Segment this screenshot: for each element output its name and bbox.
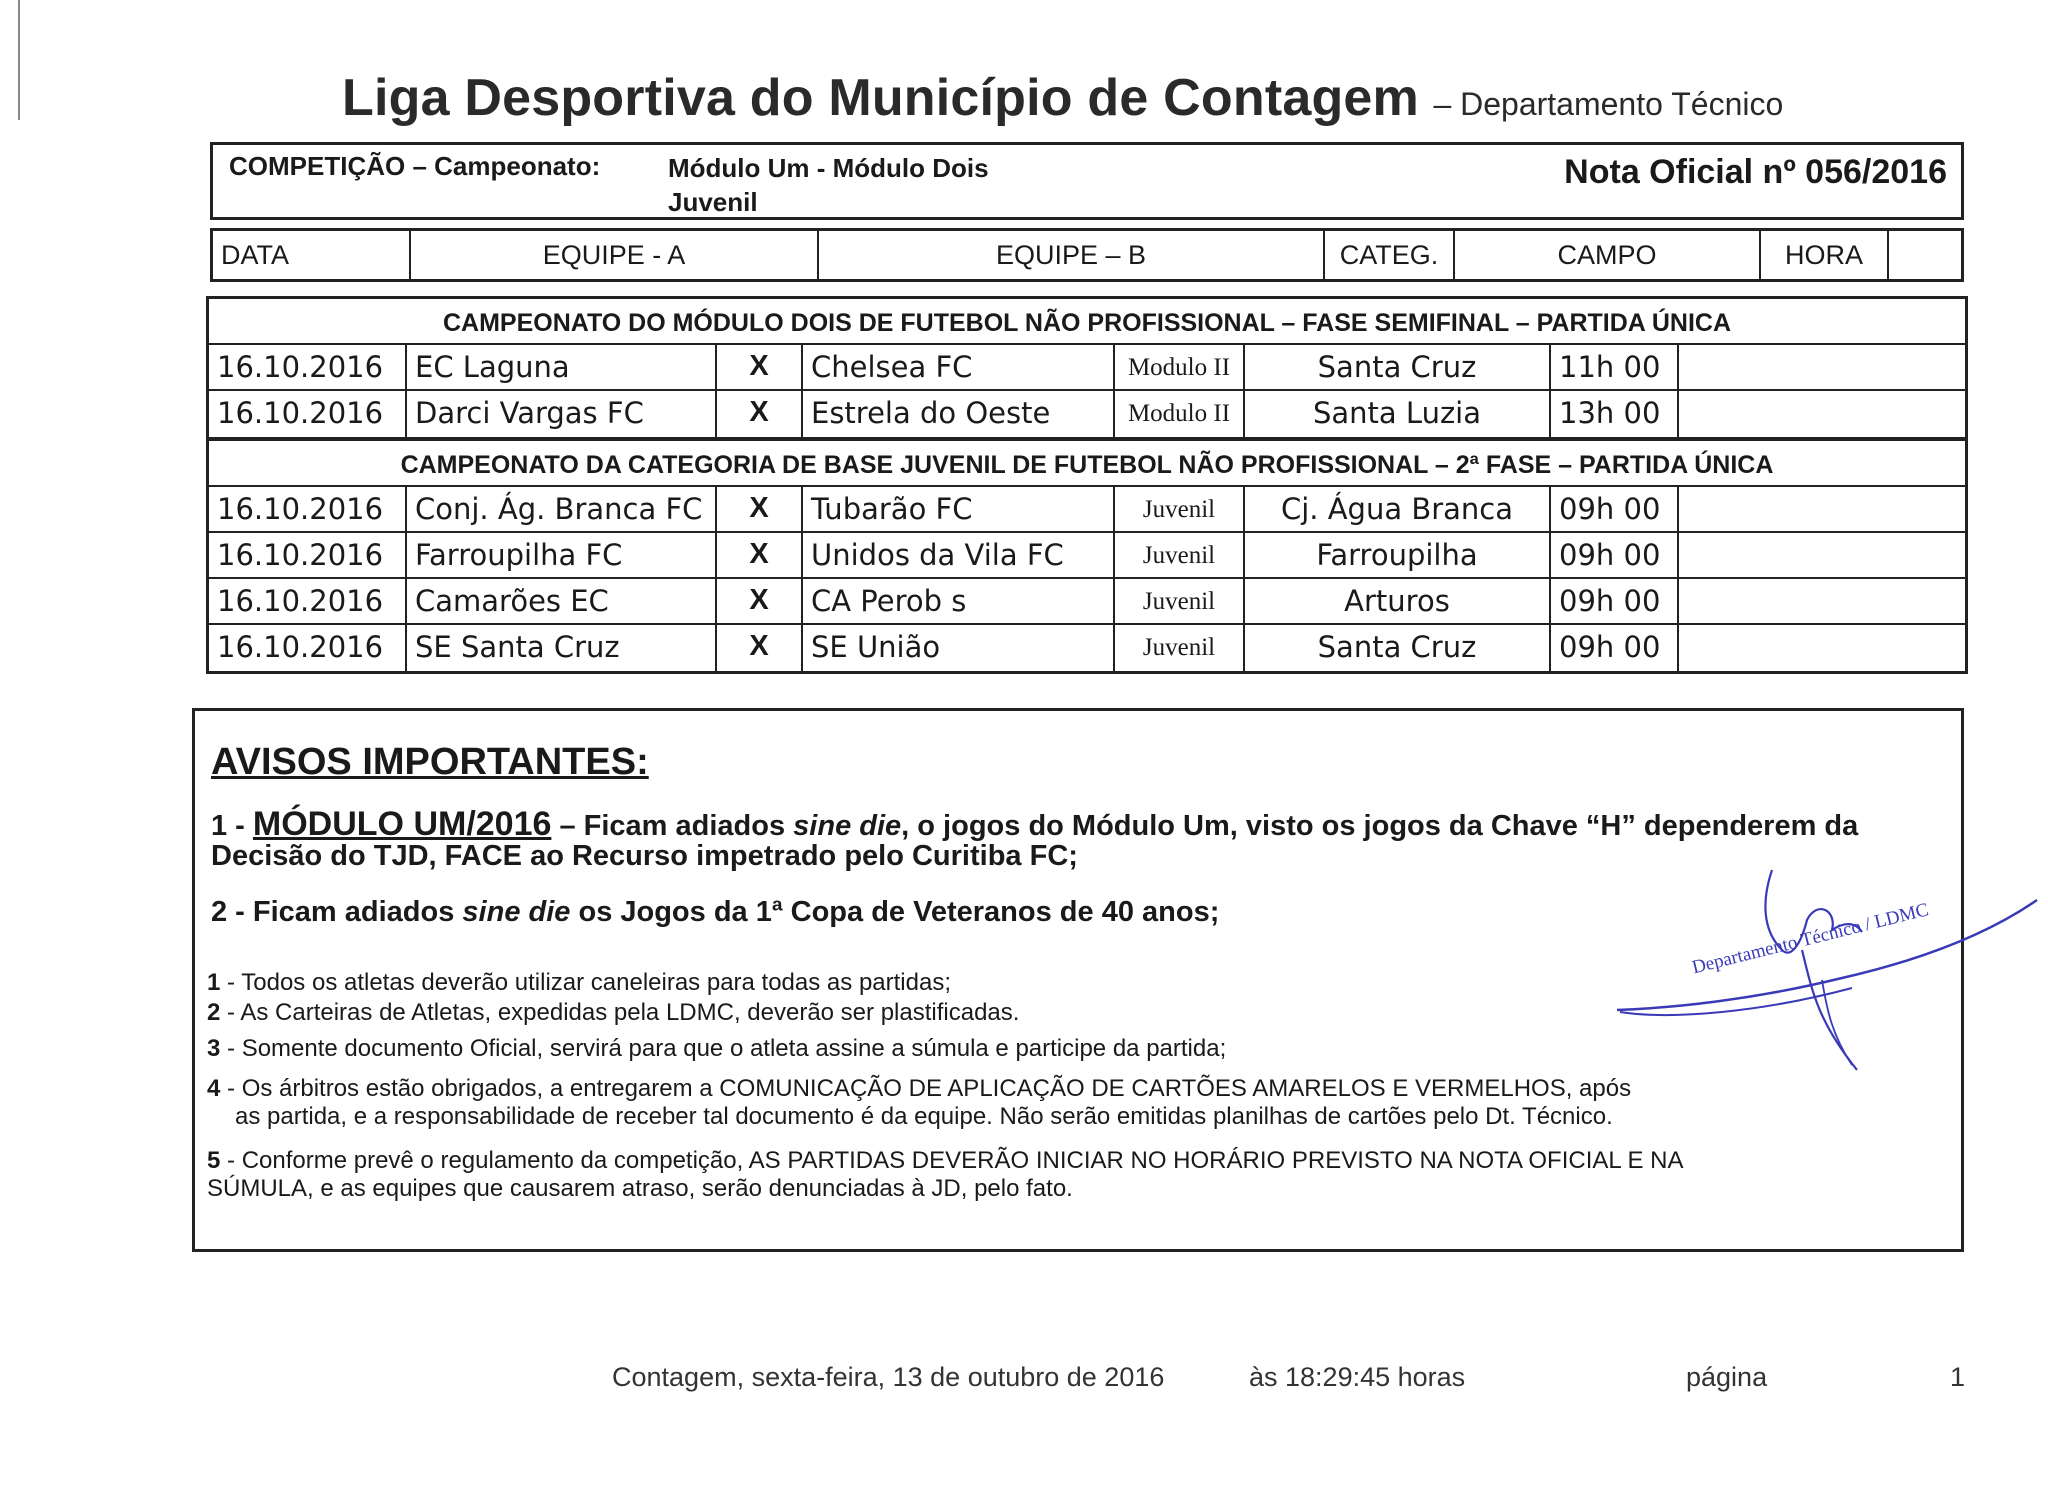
rule-number: 2	[207, 999, 221, 1026]
match-date: 16.10.2016	[209, 579, 407, 623]
rule-text: - Todos os atletas deverão utilizar caneleiras para todas as partidas;	[220, 969, 951, 996]
notice-item-1-text-c: Decisão do TJD, FACE ao Recurso impetrado pelo Curitiba FC;	[211, 840, 1078, 872]
empty-cell	[1679, 391, 1965, 437]
notice-item-1-heading: MÓDULO UM/2016	[252, 805, 552, 843]
footer-time: às 18:29:45 horas	[1249, 1362, 1466, 1392]
footer-place-date: Contagem, sexta-feira, 13 de outubro de 2016	[612, 1362, 1165, 1392]
field: Santa Luzia	[1245, 391, 1551, 437]
kickoff-time: 09h 00	[1551, 579, 1679, 623]
column-header-team-b: EQUIPE – B	[819, 231, 1325, 279]
match-date: 16.10.2016	[209, 533, 407, 577]
competition-value-line1: Módulo Um - Módulo Dois	[668, 153, 989, 183]
rule-number: 5	[207, 1147, 221, 1174]
category: Juvenil	[1115, 533, 1245, 577]
kickoff-time: 09h 00	[1551, 487, 1679, 531]
competition-box	[210, 142, 1964, 220]
department-name: – Departamento Técnico	[1433, 86, 1784, 122]
versus-mark: X	[717, 487, 803, 531]
notices-title: AVISOS IMPORTANTES:	[211, 741, 649, 783]
notice-item-2-text-b: os Jogos da 1ª Copa de Veteranos de 40 anos;	[570, 896, 1220, 928]
competition-value-line2: Juvenil	[668, 187, 758, 217]
table-row	[209, 391, 1965, 437]
notice-item-1-text-a: – Ficam adiados	[551, 810, 794, 842]
column-header-extra	[1889, 231, 1961, 279]
category: Juvenil	[1115, 487, 1245, 531]
kickoff-time: 11h 00	[1551, 345, 1679, 389]
team-a: Camarões EC	[407, 579, 717, 623]
field: Farroupilha	[1245, 533, 1551, 577]
section-title: CAMPEONATO DA CATEGORIA DE BASE JUVENIL DE FUTEBOL NÃO PROFISSIONAL – 2ª FASE – PARTIDA ÚNICA	[209, 441, 1965, 487]
field: Santa Cruz	[1245, 625, 1551, 671]
team-a: EC Laguna	[407, 345, 717, 389]
competition-value	[668, 151, 989, 219]
team-b: Tubarão FC	[803, 487, 1115, 531]
official-note-number: Nota Oficial nº 056/2016	[1564, 153, 1947, 191]
versus-mark: X	[717, 625, 803, 671]
team-a: Farroupilha FC	[407, 533, 717, 577]
match-section	[206, 296, 1968, 440]
column-header-row	[210, 228, 1964, 282]
competition-label: COMPETIÇÃO – Campeonato:	[229, 151, 601, 181]
column-header-team-a: EQUIPE - A	[411, 231, 819, 279]
column-header-field: CAMPO	[1455, 231, 1761, 279]
notice-item-1-text-b: , o jogos do Módulo Um, visto os jogos da Chave “H” dependerem da	[901, 810, 1859, 842]
match-date: 16.10.2016	[209, 487, 407, 531]
notice-item-1-number: 1 -	[211, 810, 253, 842]
match-date: 16.10.2016	[209, 625, 407, 671]
rule-text: - Somente documento Oficial, servirá para que o atleta assine a súmula e participe da partida;	[220, 1035, 1227, 1062]
team-b: SE União	[803, 625, 1115, 671]
team-b: Chelsea FC	[803, 345, 1115, 389]
empty-cell	[1679, 579, 1965, 623]
kickoff-time: 13h 00	[1551, 391, 1679, 437]
document-header	[342, 68, 1783, 128]
versus-mark: X	[717, 579, 803, 623]
table-row	[209, 625, 1965, 671]
category: Modulo II	[1115, 345, 1245, 389]
empty-cell	[1679, 487, 1965, 531]
section-title: CAMPEONATO DO MÓDULO DOIS DE FUTEBOL NÃO PROFISSIONAL – FASE SEMIFINAL – PARTIDA ÚNICA	[209, 299, 1965, 345]
versus-mark: X	[717, 533, 803, 577]
kickoff-time: 09h 00	[1551, 625, 1679, 671]
empty-cell	[1679, 345, 1965, 389]
team-b: Unidos da Vila FC	[803, 533, 1115, 577]
rule-text-continued: as partida, e a responsabilidade de receber tal documento é da equipe. Não serão emitidas planilhas de cartões pelo Dt. Técnico.	[235, 1103, 1613, 1130]
team-a: Darci Vargas FC	[407, 391, 717, 437]
match-date: 16.10.2016	[209, 345, 407, 389]
rule-number: 3	[207, 1035, 221, 1062]
footer-page-number: 1	[1950, 1362, 1966, 1392]
notice-item-2-emphasis: sine die	[462, 896, 571, 928]
rule-item	[207, 1147, 1927, 1203]
versus-mark: X	[717, 345, 803, 389]
table-row	[209, 579, 1965, 625]
rule-text: - Os árbitros estão obrigados, a entregarem a COMUNICAÇÃO DE APLICAÇÃO DE CARTÕES AMARELOS E VERMELHOS, após	[220, 1075, 1632, 1102]
column-header-date: DATA	[213, 231, 411, 279]
category: Juvenil	[1115, 625, 1245, 671]
match-date: 16.10.2016	[209, 391, 407, 437]
category: Modulo II	[1115, 391, 1245, 437]
versus-mark: X	[717, 391, 803, 437]
table-row	[209, 345, 1965, 391]
team-a: Conj. Ág. Branca FC	[407, 487, 717, 531]
rule-text: - As Carteiras de Atletas, expedidas pela LDMC, deverão ser plastificadas.	[220, 999, 1020, 1026]
notice-item-2-text-a: 2 - Ficam adiados	[211, 896, 463, 928]
notice-item-1-emphasis: sine die	[793, 810, 902, 842]
team-b: Estrela do Oeste	[803, 391, 1115, 437]
rule-number: 1	[207, 969, 221, 996]
category: Juvenil	[1115, 579, 1245, 623]
rule-text: - Conforme prevê o regulamento da competição, AS PARTIDAS DEVERÃO INICIAR NO HORÁRIO PREVISTO NA NOTA OFICIAL E NA	[220, 1147, 1684, 1174]
table-row	[209, 487, 1965, 533]
empty-cell	[1679, 625, 1965, 671]
field: Cj. Água Branca	[1245, 487, 1551, 531]
match-section	[206, 438, 1968, 674]
rule-item	[207, 1075, 1927, 1131]
field: Arturos	[1245, 579, 1551, 623]
team-b: CA Perob⁠ ⁠s	[803, 579, 1115, 623]
page-edge-line	[18, 0, 20, 120]
rule-text-continued: SÚMULA, e as equipes que causarem atraso, serão denunciadas à JD, pelo fato.	[207, 1175, 1073, 1202]
rule-number: 4	[207, 1075, 221, 1102]
signature-icon	[1612, 860, 2042, 1080]
column-header-time: HORA	[1761, 231, 1889, 279]
kickoff-time: 09h 00	[1551, 533, 1679, 577]
team-a: SE Santa Cruz	[407, 625, 717, 671]
field: Santa Cruz	[1245, 345, 1551, 389]
department-stamp: Departamento Técnico / LDMC	[1690, 899, 1931, 979]
empty-cell	[1679, 533, 1965, 577]
league-name: Liga Desportiva do Município de Contagem	[342, 69, 1419, 127]
table-row	[209, 533, 1965, 579]
footer-page-label: página	[1686, 1362, 1768, 1392]
column-header-category: CATEG.	[1325, 231, 1455, 279]
